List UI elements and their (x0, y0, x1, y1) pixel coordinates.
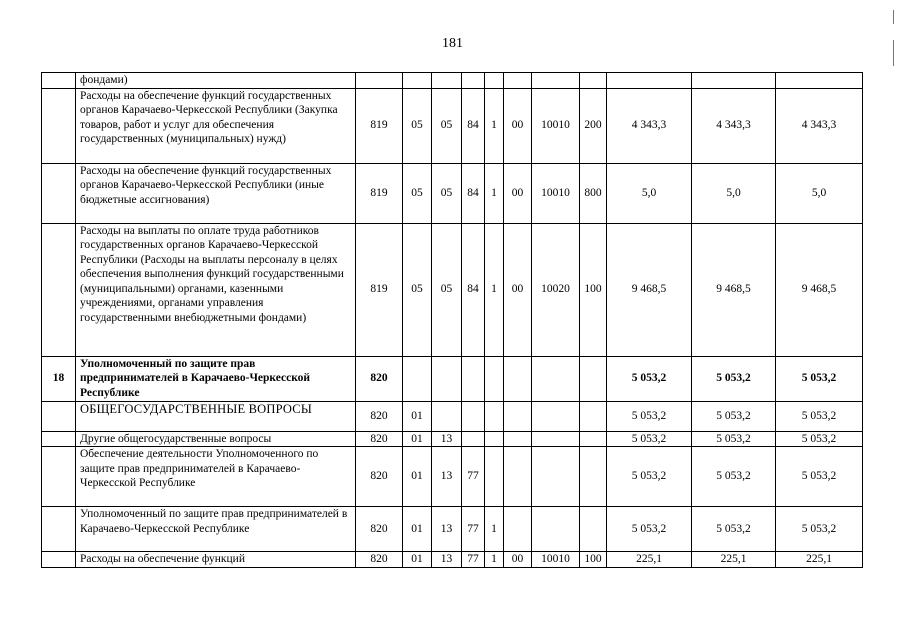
program-code-cell: 84 (462, 223, 485, 356)
program-code-cell: 77 (462, 552, 485, 568)
direction-code-cell: 00 (504, 552, 532, 568)
subprogram-code-cell: 1 (485, 223, 504, 356)
program-code-cell: 84 (462, 163, 485, 223)
amount-year3-cell: 5 053,2 (776, 507, 863, 552)
item-name-cell: Обеспечение деятельности Уполномоченного по защите прав предпринимателей в Карачаево-Черкесской Республике (76, 447, 356, 507)
table-row (42, 431, 863, 447)
department-code-cell: 820 (356, 552, 403, 568)
amount-year2-cell: 5 053,2 (692, 447, 776, 507)
amount-year2-cell: 9 468,5 (692, 223, 776, 356)
expense-direction-code-cell: 10010 (532, 552, 580, 568)
amount-year2-cell: 225,1 (692, 552, 776, 568)
row-number-cell (42, 431, 76, 447)
subsection-code-cell: 05 (432, 88, 462, 163)
department-code-cell: 820 (356, 401, 403, 431)
item-name-cell: Расходы на выплаты по оплате труда работников государственных органов Карачаево-Черкесской Республики (Расходы на выплаты персоналу в целях обеспечения выполнения функций государственными (муниципальными) органами, казенными учреждениями, органами управления государственными внебюджетными фондами) (76, 223, 356, 356)
direction-code-cell (504, 447, 532, 507)
expense-direction-code-cell: 10020 (532, 223, 580, 356)
amount-year1-cell: 4 343,3 (607, 88, 692, 163)
amount-year2-cell (692, 73, 776, 89)
expense-type-code-cell (580, 431, 607, 447)
expense-type-code-cell (580, 356, 607, 401)
table-row (42, 507, 863, 552)
department-code-cell: 820 (356, 356, 403, 401)
row-number-cell (42, 447, 76, 507)
row-number-cell (42, 223, 76, 356)
subsection-code-cell (432, 401, 462, 431)
amount-year2-cell: 5,0 (692, 163, 776, 223)
direction-code-cell (504, 431, 532, 447)
section-code-cell: 01 (403, 552, 432, 568)
table-row (42, 356, 863, 401)
amount-year1-cell: 5 053,2 (607, 431, 692, 447)
expense-direction-code-cell: 10010 (532, 88, 580, 163)
amount-year3-cell: 5 053,2 (776, 356, 863, 401)
amount-year3-cell (776, 73, 863, 89)
expense-type-code-cell: 200 (580, 88, 607, 163)
subsection-code-cell: 13 (432, 552, 462, 568)
expense-type-code-cell: 100 (580, 552, 607, 568)
item-name-cell: ОБЩЕГОСУДАРСТВЕННЫЕ ВОПРОСЫ (76, 401, 356, 431)
item-name-cell: Расходы на обеспечение функций государственных органов Карачаево-Черкесской Республики (Закупка товаров, работ и услуг для обеспечения государственных (муниципальных) нужд) (76, 88, 356, 163)
expense-direction-code-cell (532, 356, 580, 401)
amount-year1-cell: 5,0 (607, 163, 692, 223)
table-row (42, 73, 863, 89)
table-row (42, 552, 863, 568)
subprogram-code-cell: 1 (485, 88, 504, 163)
direction-code-cell (504, 507, 532, 552)
section-code-cell: 01 (403, 507, 432, 552)
program-code-cell (462, 401, 485, 431)
amount-year1-cell: 5 053,2 (607, 447, 692, 507)
section-code-cell: 05 (403, 163, 432, 223)
direction-code-cell: 00 (504, 163, 532, 223)
section-code-cell: 01 (403, 431, 432, 447)
amount-year1-cell: 5 053,2 (607, 356, 692, 401)
expense-type-code-cell: 800 (580, 163, 607, 223)
expense-type-code-cell: 100 (580, 223, 607, 356)
amount-year1-cell (607, 73, 692, 89)
section-code-cell (403, 356, 432, 401)
department-code-cell: 819 (356, 88, 403, 163)
subsection-code-cell: 13 (432, 447, 462, 507)
table-row (42, 401, 863, 431)
amount-year3-cell: 9 468,5 (776, 223, 863, 356)
expense-direction-code-cell (532, 507, 580, 552)
amount-year1-cell: 5 053,2 (607, 401, 692, 431)
item-name-cell: Расходы на обеспечение функций государственных органов Карачаево-Черкесской Республики (иные бюджетные ассигнования) (76, 163, 356, 223)
item-name-cell: фондами) (76, 73, 356, 89)
subsection-code-cell: 13 (432, 431, 462, 447)
department-code-cell: 820 (356, 507, 403, 552)
item-name-cell: Уполномоченный по защите прав предпринимателей в Карачаево-Черкесской Республике (76, 356, 356, 401)
expense-direction-code-cell: 10010 (532, 163, 580, 223)
direction-code-cell (504, 73, 532, 89)
section-code-cell: 05 (403, 88, 432, 163)
program-code-cell (462, 356, 485, 401)
subsection-code-cell: 05 (432, 223, 462, 356)
page-number: 181 (442, 36, 463, 51)
amount-year2-cell: 5 053,2 (692, 507, 776, 552)
expense-direction-code-cell (532, 447, 580, 507)
row-number-cell (42, 552, 76, 568)
subsection-code-cell (432, 356, 462, 401)
subprogram-code-cell: 1 (485, 163, 504, 223)
subprogram-code-cell (485, 447, 504, 507)
table-row (42, 88, 863, 163)
expense-type-code-cell (580, 447, 607, 507)
subsection-code-cell (432, 73, 462, 89)
amount-year3-cell: 225,1 (776, 552, 863, 568)
subsection-code-cell: 05 (432, 163, 462, 223)
department-code-cell: 819 (356, 223, 403, 356)
subprogram-code-cell: 1 (485, 552, 504, 568)
amount-year2-cell: 5 053,2 (692, 431, 776, 447)
table-row (42, 223, 863, 356)
item-name-cell: Другие общегосударственные вопросы (76, 431, 356, 447)
amount-year3-cell: 5 053,2 (776, 431, 863, 447)
subsection-code-cell: 13 (432, 507, 462, 552)
section-code-cell: 05 (403, 223, 432, 356)
program-code-cell: 77 (462, 447, 485, 507)
amount-year2-cell: 5 053,2 (692, 401, 776, 431)
amount-year3-cell: 4 343,3 (776, 88, 863, 163)
row-number-cell (42, 163, 76, 223)
expense-direction-code-cell (532, 431, 580, 447)
department-code-cell (356, 73, 403, 89)
program-code-cell (462, 73, 485, 89)
item-name-cell: Уполномоченный по защите прав предпринимателей в Карачаево-Черкесской Республике (76, 507, 356, 552)
row-number-cell (42, 73, 76, 89)
amount-year2-cell: 4 343,3 (692, 88, 776, 163)
expense-direction-code-cell (532, 73, 580, 89)
table-row (42, 163, 863, 223)
subprogram-code-cell (485, 431, 504, 447)
direction-code-cell: 00 (504, 223, 532, 356)
program-code-cell: 77 (462, 507, 485, 552)
item-name-cell: Расходы на обеспечение функций (76, 552, 356, 568)
amount-year3-cell: 5 053,2 (776, 401, 863, 431)
amount-year1-cell: 9 468,5 (607, 223, 692, 356)
department-code-cell: 819 (356, 163, 403, 223)
subprogram-code-cell (485, 356, 504, 401)
direction-code-cell (504, 356, 532, 401)
scan-edge-line-top (893, 10, 894, 24)
expense-direction-code-cell (532, 401, 580, 431)
row-number-cell: 18 (42, 356, 76, 401)
direction-code-cell: 00 (504, 88, 532, 163)
row-number-cell (42, 88, 76, 163)
row-number-cell (42, 507, 76, 552)
section-code-cell: 01 (403, 447, 432, 507)
expense-type-code-cell (580, 507, 607, 552)
section-code-cell (403, 73, 432, 89)
expense-type-code-cell (580, 401, 607, 431)
subprogram-code-cell (485, 73, 504, 89)
amount-year3-cell: 5,0 (776, 163, 863, 223)
department-code-cell: 820 (356, 431, 403, 447)
row-number-cell (42, 401, 76, 431)
budget-table (41, 72, 863, 568)
direction-code-cell (504, 401, 532, 431)
expense-type-code-cell (580, 73, 607, 89)
amount-year3-cell: 5 053,2 (776, 447, 863, 507)
program-code-cell: 84 (462, 88, 485, 163)
amount-year2-cell: 5 053,2 (692, 356, 776, 401)
amount-year1-cell: 225,1 (607, 552, 692, 568)
table-row (42, 447, 863, 507)
table-body (42, 73, 863, 568)
program-code-cell (462, 431, 485, 447)
section-code-cell: 01 (403, 401, 432, 431)
subprogram-code-cell: 1 (485, 507, 504, 552)
subprogram-code-cell (485, 401, 504, 431)
scan-edge-line-mid (893, 40, 894, 66)
department-code-cell: 820 (356, 447, 403, 507)
amount-year1-cell: 5 053,2 (607, 507, 692, 552)
